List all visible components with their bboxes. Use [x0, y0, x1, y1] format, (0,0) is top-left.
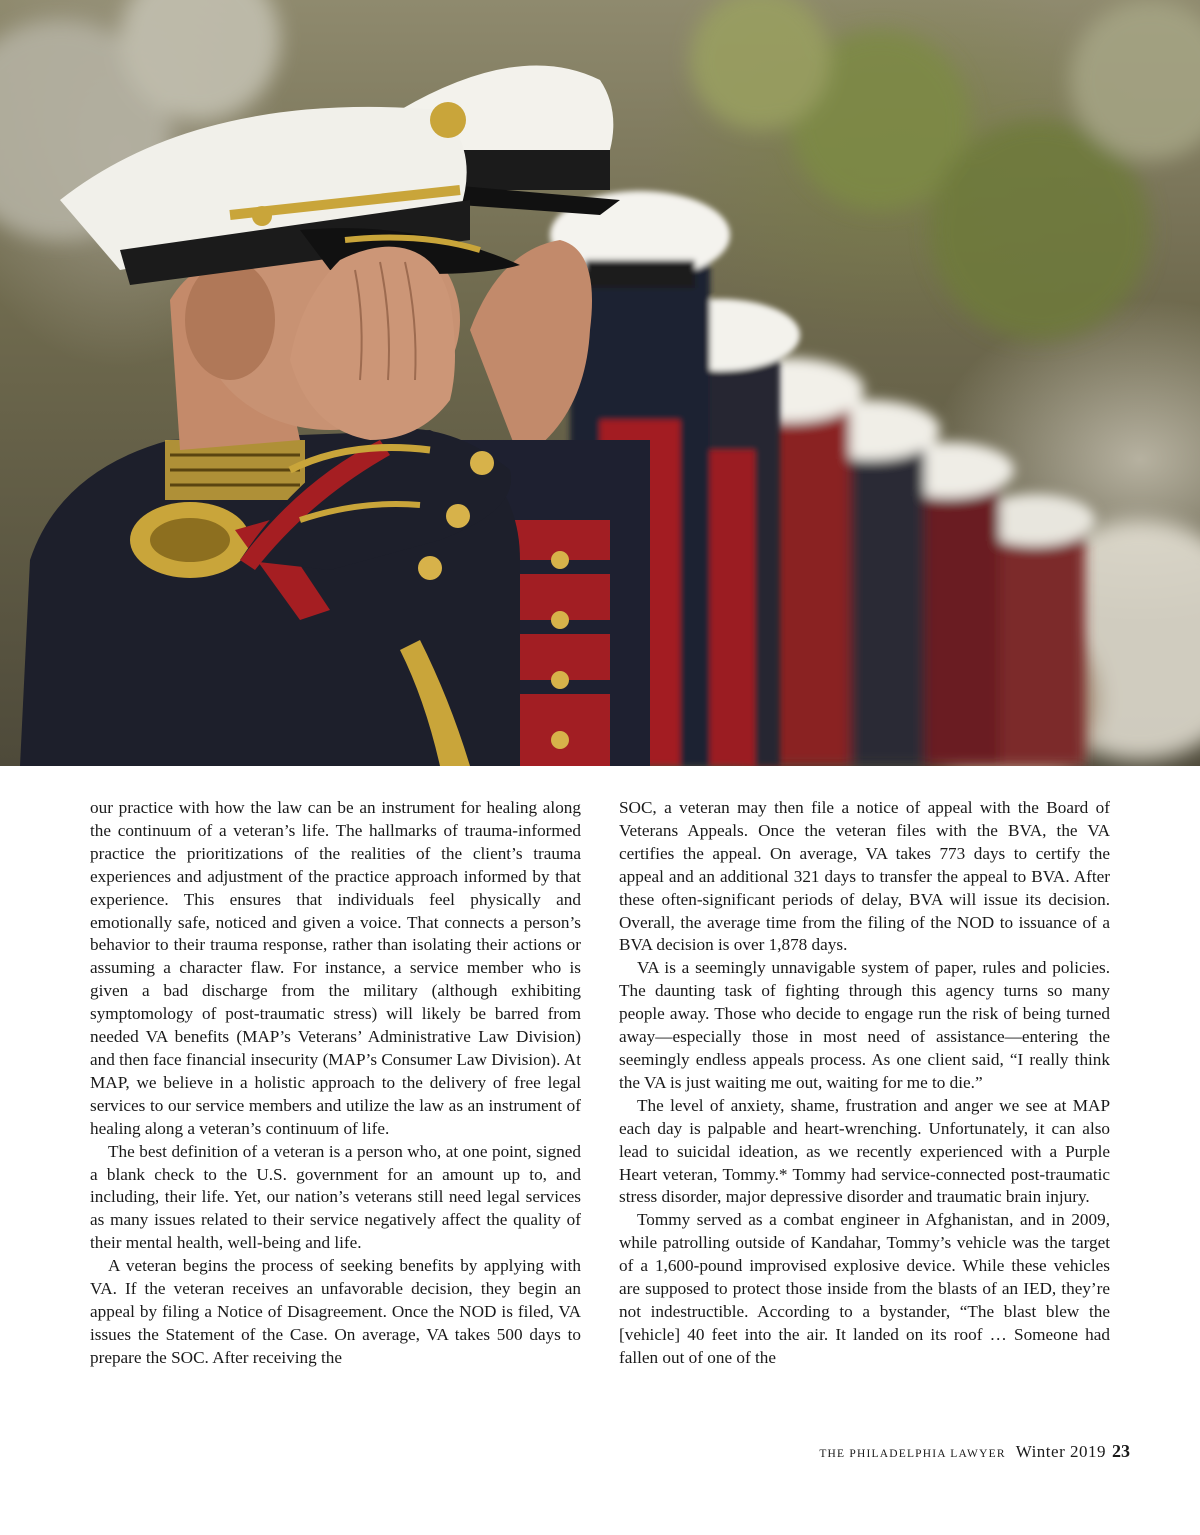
saluting-marines-illustration — [0, 0, 1200, 766]
paragraph: The best definition of a veteran is a person who, at one point, signed a blank check to the U.S. government for an amount up to, and including, their life. Yet, our nation’s veterans still need legal services as many issues related to their service negatively affect the quality of their mental health, well-being and life. — [90, 1141, 581, 1253]
right-column — [619, 797, 1110, 1370]
paragraph: A veteran begins the process of seeking benefits by applying with VA. If the veteran receives an unfavorable decision, they begin an appeal by filing a Notice of Disagreement. Once the NOD is filed, VA issues the Statement of the Case. On average, VA takes 500 days to prepare the SOC. After receiving the — [90, 1256, 581, 1367]
page-footer — [819, 1441, 1130, 1462]
paragraph: Tommy served as a combat engineer in Afghanistan, and in 2009, while patrolling outside of Kandahar, Tommy’s vehicle was the target of a 1,600-pound improvised explosive device. While these vehicles are supposed to protect those inside from the blasts of an IED, they’re not indestructible. According to a bystander, “The blast blew the [vehicle] 40 feet into the air. It landed on its roof … Someone had fallen out of one of the — [619, 1210, 1110, 1367]
hero-photo — [0, 0, 1200, 766]
paragraph: SOC, a veteran may then file a notice of appeal with the Board of Veterans Appeals. Once the veteran files with the BVA, the VA certifies the appeal. On average, VA takes 773 days to certify the appeal and an additional 321 days to transfer the appeal to BVA. After these often-significant periods of delay, BVA will issue its decision. Overall, the average time from the filing of the NOD to issuance of a BVA decision is over 1,878 days. — [619, 798, 1110, 955]
paragraph: The level of anxiety, shame, frustration and anger we see at MAP each day is palpable and heart-wrenching. Unfortunately, it can also lead to suicidal ideation, as we recently experienced with a Purple Heart veteran, Tommy.* Tommy had service-connected post-traumatic stress disorder, major depressive disorder and traumatic brain injury. — [619, 1095, 1110, 1207]
issue-season: Winter 2019 — [1015, 1442, 1106, 1461]
paragraph: VA is a seemingly unnavigable system of paper, rules and policies. The daunting task of fighting through this agency turns so many people away. Those who decide to engage run the risk of being turned away—especially those in most need of assistance—entering the seemingly endless appeals process. As one client said, “I really think the VA is just waiting me out, waiting for me to die.” — [619, 958, 1110, 1092]
page-number: 23 — [1112, 1441, 1130, 1461]
paragraph: our practice with how the law can be an instrument for healing along the continuum of a veteran’s life. The hallmarks of trauma-informed practice the prioritizations of the realities of the client’s trauma experiences and adjustment of the practice approach informed by that experience. This ensures that individuals feel physically and emotionally safe, noticed and given a voice. That connects a person’s behavior to their trauma response, rather than isolating their actions or assuming a character flaw. For instance, a service member who is given a bad discharge from the military (although exhibiting symptomology of post-traumatic stress) will likely be barred from needed VA benefits (MAP’s Veterans’ Administrative Law Division) and then face financial insecurity (MAP’s Consumer Law Division). At MAP, we believe in a holistic approach to the delivery of free legal services to our service members and utilize the law as an instrument of healing along a veteran’s continuum of life. — [90, 798, 581, 1138]
publication-name: THE PHILADELPHIA LAWYER — [819, 1448, 1006, 1460]
left-column — [90, 797, 581, 1370]
